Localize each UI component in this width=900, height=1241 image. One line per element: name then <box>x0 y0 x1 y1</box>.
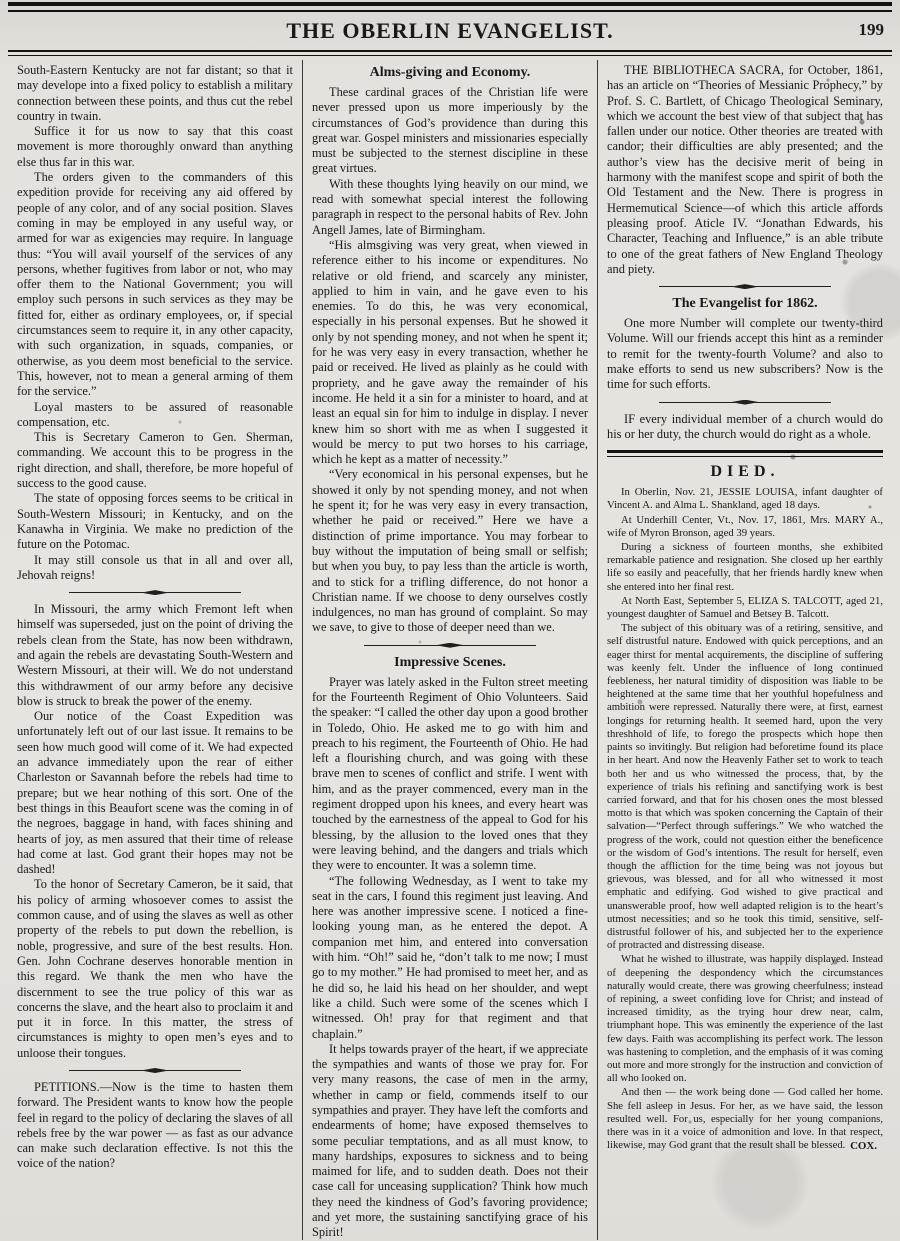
obituary-paragraph: And then — the work being done — God called her home. She fell asleep in Jesus. For her, as we have said, the lesson resulted well. For us, especially for her young companions, there was in it a voice of admonition and love. In that respect, likewise, may God grant that the result shall be blessed. <box>607 1086 883 1152</box>
article-heading-evangelist-1862: The Evangelist for 1862. <box>672 296 818 312</box>
paragraph-petitions: PETITIONS.—Now is the time to hasten them forward. The President wants to know how the people feel in regard to the policy of declaring the slaves of all rebels free by the war power — as fast as our advance can make such declaration effective. Is not this the voice of the nation? <box>17 1080 293 1171</box>
obituary-entry: At Underhill Center, Vt., Nov. 17, 1861, Mrs. MARY A., wife of Myron Bronson, aged 39 years. <box>607 513 883 539</box>
section-divider <box>69 589 240 596</box>
columns-container <box>0 60 900 1240</box>
obituary-paragraph: What he wished to illustrate, was happily displayed. Instead of deepening the despondency which the circumstances naturally would create, there was growing cheerfulness; instead of repining, a sweet confiding love for Christ; and instead of increased timidity, as the trying hour drew near, calm, triumphant hope. This was eminently the experience of the last few days. Faith was accomplishing its perfect work. The lesson was hastening to completion, and the emphasis of it was coming out more and more strongly for the instruction and conviction of all who looked on. <box>607 953 883 1085</box>
masthead <box>0 12 900 48</box>
section-divider <box>364 642 535 649</box>
obituary-entry: In Oberlin, Nov. 21, JESSIE LOUISA, infant daughter of Vincent A. and Alma L. Shankland, aged 18 days. <box>607 486 883 512</box>
paragraph: Loyal masters to be assured of reasonable compensation, etc. <box>17 399 293 429</box>
column-3 <box>598 60 892 1240</box>
paragraph: With these thoughts lying heavily on our mind, we read with somewhat special interest the following paragraph in respect to the personal habits of Rev. John Angell James, late of Birmingham. <box>312 176 588 237</box>
paragraph: To the honor of Secretary Cameron, be it said, that his policy of arming whosoever comes to assist the common cause, and of using the slaves as well as other property of the rebels to put down the rebellion, is noble, progressive, and sure of the best results. Hon. Gen. John Cochrane deserves honorable mention in this regard. We thank the men who have the discernment to see the true policy of this war as concerns the slave, and the heart also to proclaim it and put it in force. In this matter, the stress of circumstances is mighty to open men’s eyes and to unloose their tongues. <box>17 877 293 1060</box>
paragraph-bibliotheca-sacra: THE BIBLIOTHECA SACRA, for October, 1861, has an article on “Theories of Messianic Prophecy,” by Prof. S. C. Bartlett, of Chicago Theological Seminary, which we account the best view of that subject that has fallen under our notice. Other theories are treated with candor; their difficulties are ably presented; and the author’s view has the decisive merit of being in harmony with the manifest scope and spirit of both the Old Testament and the New. There is progress in Hermemutical Science—of which this article affords pleasing proof. Aticle IV. “Jonathan Edwards, his Character, Teaching and Influence,” is an able tribute to one of the great fathers of New England Theology and piety. <box>607 63 883 276</box>
column-1 <box>8 60 302 1240</box>
obituary-paragraph: The subject of this obituary was of a retiring, sensitive, and self distrustful nature. Endowed with quick perceptions, and an eager thirst for mental acquirements, the discipline of suffering was keenly felt. Under the influence of long continued feebleness, her natural timidity of disposition was liable to be heightened at the same time that her youthful hopefulness and ambition were repressed. Naturally there were, at first, earnest longings for returning health. It seemed hard, upon the very threshhold of life, to forego the prospects which hope then paints so invitingly. But religion had beforetime found its place in her heart. And now the Heavenly Father set to work to teach both her and us who witnessed the process, that, by the experience of trials his refining and sanctifying work is best carried forward, and that for his chosen ones the most blessed motto is that which was spoken concerning the Captain of their salvation—“Perfect through sufferings.” We who watched the progress of the work, could not question either the beneficence or the wisdom of God’s intentions. The result for herself, even though the affliction for the time being was not joyous but grievous, was blessed, and for all who witnessed it most emphatic and edifying. God wished to give practical and unanswerable proof, how well adapted religion is to the heart’s utmost necessities; and so he took this timid, sensitive, self-distrustful follower of his, and subjected her to the experience of protracted and distressing disease. <box>607 622 883 952</box>
article-heading-impressive-scenes: Impressive Scenes. <box>394 654 506 670</box>
obituary-signature: COX. <box>850 1140 877 1153</box>
page-number: 199 <box>858 20 884 39</box>
section-divider <box>659 399 830 406</box>
paragraph: One more Number will complete our twenty-third Volume. Will our friends accept this hint as a reminder to remit for the twenty-fourth Volume? and also to make efforts to send us new subscribers? Now is the time for such efforts. <box>607 316 883 392</box>
page-title: THE OBERLIN EVANGELIST. <box>286 18 614 43</box>
section-divider <box>69 1067 240 1074</box>
obituaries <box>607 486 883 1152</box>
section-divider <box>659 283 830 290</box>
obituary-paragraph: During a sickness of fourteen months, she exhibited remarkable patience and resignation. She closed up her earthly life so easily and peacefully, that her friends hardly knew when she entered into her final rest. <box>607 541 883 593</box>
paragraph: In Missouri, the army which Fremont left when himself was superseded, just on the point of driving the rebels clean from the State, has now been withdrawn, and again the rebels are devastating South-Western and Western Missouri, at their will. We do not understand this withdrawment of our army before any decisive blow is struck to break the power of the enemy. <box>17 602 293 708</box>
obituary-entry: At North East, September 5, ELIZA S. TALCOTT, aged 21, youngest daughter of Samuel and Betsey B. Talcott. <box>607 594 883 621</box>
died-section-rule <box>607 450 883 457</box>
article-heading-died: DIED. <box>710 463 780 481</box>
masthead-top-rule <box>8 2 892 12</box>
paragraph: It may still console us that in all and over all, Jehovah reigns! <box>17 552 293 582</box>
article-heading-alms-giving: Alms-giving and Economy. <box>369 65 531 80</box>
paragraph: Our notice of the Coast Expedition was unfortunately left out of our last issue. It remains to be seen how much good will come of it. We had expected an advance immediately upon the rear of either Charleston or Savannah before the rebels had time to prepare; but we hear nothing of this sort. One of the best things in this Beaufort scene was the coming in of the negroes, baggage in hand, with faces shining and hearts of joy, as men assured that their time of release had come at last. God grant their hopes may not be dashed! <box>17 709 293 877</box>
paragraph: This is Secretary Cameron to Gen. Sherman, commanding. We account this to be progress in the right direction, and shall, therefore, be more hopeful of success to the good cause. <box>17 430 293 491</box>
masthead-bottom-rule <box>8 50 892 56</box>
paragraph: “Very economical in his personal expenses, but he showed it only by not spending money, and not when he spent it; for he was very easy in every transaction, whether he paid or received.” Here we have a distinction of prime importance. You may forbear to buy without the imputation of being small or selfish; but when you buy, to pay less than the article is worth, and to stick for a trifling difference, do not honor a Christian name. If we choose to deny ourselves costly indulgences, no man has ground of complaint. So may we save, to give to those of deeper need than we. <box>312 467 588 635</box>
paragraph: “His almsgiving was very great, when viewed in reference either to his income or expenditures. No relative or old friend, and scarcely any minister, applied to him in vain, and he gave even to his enemies. To do this, he was very economical, especially in his personal expenses. But he showed it only by not spending money, and not when he spent it; for he was very easy in every transaction, whether he paid or received. He lived as plainly as he could with propriety, and he gave away the remainder of his income. He held it a sin for a minister to hoard, and at least an equal sin for him to indulge in display. I never knew him so short with me as when I suggested it would be mercy to put two horses to his carriage, which he kept as a matter of necessity.” <box>312 237 588 467</box>
paragraph: South-Eastern Kentucky are not far distant; so that it may develope into a fixed policy to establish a military connection between these points, and thus cut the rebel country in twain. <box>17 63 293 123</box>
paragraph: The orders given to the commanders of this expedition provide for receiving any aid offered by people of any color, and of any social position. Slaves coming in may be employed in any useful way, or armed for war as exigencies may require. In language thus: “You will avail yourself of the services of any persons, whether fugitives from labor or not, who may offer them to the National Government; you will employ such persons in such services as they may be fitted for, either as ordinary employees, or, if special circumstances seem to require it, in any other capacity, with such organization, in squads, companies, or otherwise, as you deem most beneficial to the service. This, however, not to mean a general arming of them for the service.” <box>17 170 293 399</box>
paragraph: It helps towards prayer of the heart, if we appreciate the sympathies and wants of those we pray for. For very many reasons, the case of men in the army, whether in camp or field, commends itself to our sympathies and prayer. They have left the comforts and endearments of home; have exposed themselves to some peculiar temptations, and as all must know, to many hardships, exposures to sickness and to being maimed for life, and to sudden death. Does not their case call for unceasing supplication? Think how much they need the kindness of God’s favoring providence; and yet more, the sustaining sanctifying grace of his Spirit! <box>312 1041 588 1240</box>
paragraph: IF every individual member of a church would do his or her duty, the church would do right as a whole. <box>607 411 883 441</box>
paragraph: Suffice it for us now to say that this coast movement is more thoroughly onward than anything else thus far in this war. <box>17 124 293 169</box>
column-2 <box>302 60 598 1240</box>
paragraph: “The following Wednesday, as I went to take my seat in the cars, I found this regiment just leaving. And here was another impressive scene. I noticed a fine-looking young man, as he entered the depot. A companion met him, and entered into conversation with him. “Oh!” said he, “don’t talk to me now; I must go to my mother.” He had promised to meet her, and as he did so, he laid his head on her shoulder, and wept like a child. Such were some of the scenes which I witnessed. Oh! pray for that regiment and that chaplain.” <box>312 873 588 1041</box>
newspaper-page <box>0 2 900 1241</box>
paragraph: Prayer was lately asked in the Fulton street meeting for the Fourteenth Regiment of Ohio Volunteers. Said the speaker: “I called the other day upon a good brother in Toledo, Ohio. He asked me to go with him and preach to his regiment, the Fourteenth of Ohio. He had left a flourishing church, and was going with these brave men to scenes of conflict and strife. I went with him, and as the prayer commenced, every man in the regiment dropped upon his knees, and every heart was touched by the earnestness of the appeal to God for his blessing, by the allusion to the loved ones that they were leaving behind, and the dangers and trials which they were to encounter. It was a solemn time. <box>312 674 588 873</box>
paragraph: The state of opposing forces seems to be critical in South-Western Missouri; in Kentucky, and on the Kanawha in Virginia. We make no prediction of the future on the Potomac. <box>17 491 293 552</box>
paragraph: These cardinal graces of the Christian life were never pressed upon us more imperiously by the circumstances of God’s providence than during this great war. Gospel ministers and missionaries especially must be subjected to the sternest discipline in these great virtues. <box>312 85 588 176</box>
